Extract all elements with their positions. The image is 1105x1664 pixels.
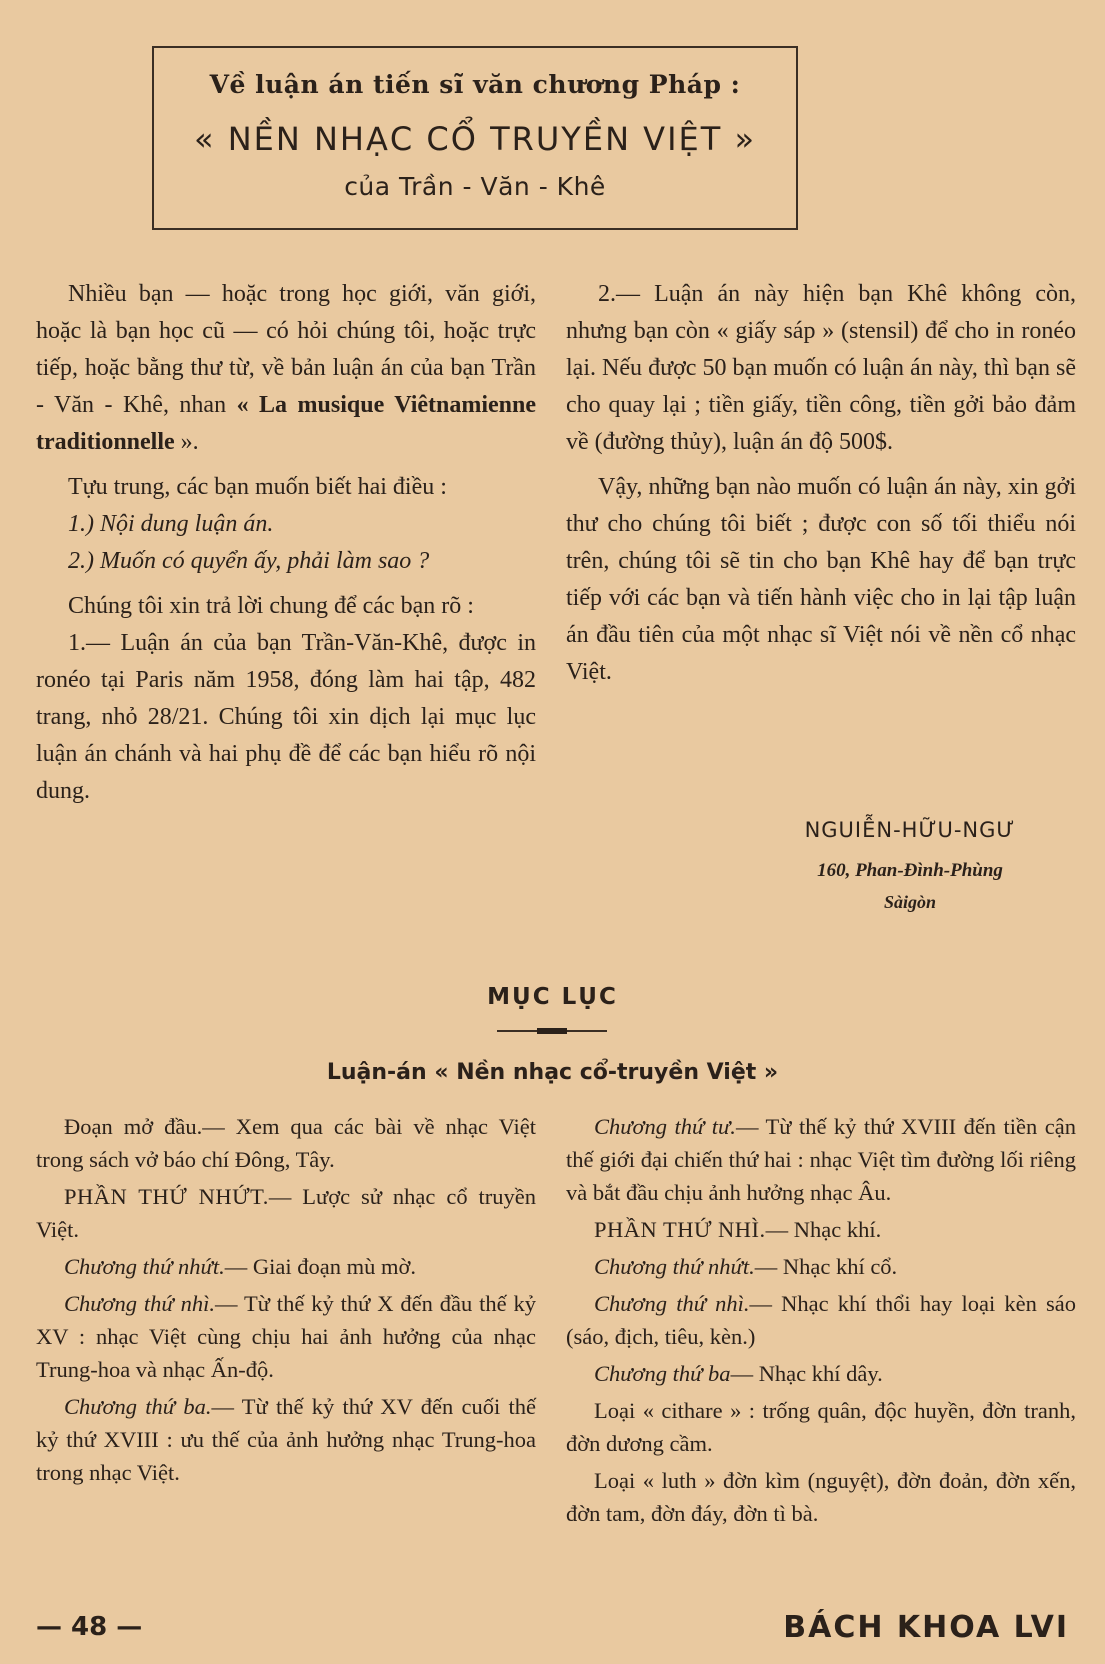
toc-entry <box>566 1250 1076 1283</box>
title-line-2: « NỀN NHẠC CỔ TRUYỀN VIỆT » <box>193 120 757 158</box>
right-column <box>566 276 1076 691</box>
paragraph: 2.— Luận án này hiện bạn Khê không còn, nhưng bạn còn « giấy sáp » (stensil) để cho in ronéo lại. Nếu được 50 bạn muốn có luận án này, thì bạn sẽ cho quay lại ; tiền giấy, tiền công, tiền gởi bảo đảm về (đường thủy), luận án độ 500$. <box>566 281 1076 455</box>
toc-right-column <box>566 1110 1076 1534</box>
toc-entry-text: — Từ thế kỷ thứ X đến đầu thế kỷ XV : nhạc Việt cùng chịu hai ảnh hưởng của nhạc Trung-hoa và nhạc Ấn-độ. <box>36 1291 536 1382</box>
toc-entry-text: — Nhạc khí. <box>765 1217 882 1242</box>
toc-entry-text: — Lược sử nhạc cổ truyền Việt. <box>36 1184 536 1242</box>
toc-entry-label: Chương thứ nhì. <box>64 1291 215 1316</box>
title-author: của Trần - Văn - Khê <box>344 172 606 201</box>
paragraph <box>36 276 536 461</box>
toc-entry-label: Chương thứ ba <box>594 1361 731 1386</box>
toc-entry-text: — Nhạc khí thổi hay loại kèn sáo (sáo, địch, tiêu, kèn.) <box>566 1291 1076 1349</box>
article-title-box <box>152 46 798 230</box>
toc-entry-label: Chương thứ tư. <box>594 1114 736 1139</box>
signature-block <box>760 818 1060 913</box>
toc-entry-label: Chương thứ nhứt. <box>64 1254 225 1279</box>
toc-subtitle: Luận-án « Nền nhạc cổ-truyền Việt » <box>326 1060 779 1085</box>
toc-entry <box>36 1110 536 1176</box>
toc-entry <box>36 1390 536 1489</box>
toc-entry: Loại « luth » đờn kìm (nguyệt), đờn đoản, đờn xến, đờn tam, đờn đáy, đờn tì bà. <box>566 1468 1076 1526</box>
toc-entry-text: — Từ thế kỷ thứ XV đến cuối thế kỷ thứ XVIII : ưu thế của ảnh hưởng nhạc Trung-hoa trong nhạc Việt. <box>36 1394 536 1485</box>
toc-entry-label: PHẦN THỨ NHỨT. <box>64 1184 269 1209</box>
toc-entry-text: — Từ thế kỷ thứ XVIII đến tiền cận thế giới đại chiến thứ hai : nhạc Việt tìm đường lối riêng và bắt đầu chịu ảnh hưởng nhạc Âu. <box>566 1114 1076 1205</box>
author-name: NGUIỄN-HỮU-NGƯ <box>804 818 1016 842</box>
toc-entry <box>566 1357 1076 1390</box>
journal-name: BÁCH KHOA LVI <box>783 1610 1069 1645</box>
toc-entry <box>36 1180 536 1246</box>
toc-entry-label: Chương thứ ba. <box>64 1394 212 1419</box>
title-line-1: Về luận án tiến sĩ văn chương Pháp : <box>209 70 741 99</box>
toc-left-column <box>36 1110 536 1493</box>
toc-entry-text: — Nhạc khí cổ. <box>754 1254 898 1279</box>
list-item: 1.) Nội dung luận án. <box>68 511 274 537</box>
toc-entry <box>36 1287 536 1386</box>
toc-entry <box>566 1213 1076 1246</box>
author-address: 160, Phan-Đình-Phùng <box>817 860 1003 881</box>
left-column <box>36 276 536 810</box>
toc-entry-label: Chương thứ nhì. <box>594 1291 750 1316</box>
divider-ornament <box>537 1028 567 1034</box>
paragraph: Chúng tôi xin trả lời chung để các bạn rõ : <box>68 593 474 619</box>
toc-entry-text: — Nhạc khí dây. <box>730 1361 883 1386</box>
paragraph: Vậy, những bạn nào muốn có luận án này, xin gởi thư cho chúng tôi biết ; được con số tối thiểu nói trên, chúng tôi sẽ tin cho bạn Khê hay để bạn trực tiếp với các bạn và tiến hành việc cho in lại tập luận án đầu tiên của một nhạc sĩ Việt nói về nền cổ nhạc Việt. <box>566 474 1076 685</box>
paragraph-text: Nhiều bạn — hoặc trong học giới, văn giới, hoặc là bạn học cũ — có hỏi chúng tôi, hoặc trực tiếp, hoặc bằng thư từ, về bản luận án của bạn Trần - Văn - Khê, nhan <box>36 281 536 418</box>
paragraph: Tựu trung, các bạn muốn biết hai điều : <box>68 474 447 500</box>
toc-entry-text: — Giai đoạn mù mờ. <box>224 1254 416 1279</box>
toc-entry <box>566 1110 1076 1209</box>
toc-entry: Loại « cithare » : trống quân, độc huyền, đờn tranh, đờn dương cầm. <box>566 1398 1076 1456</box>
author-city: Sàigòn <box>883 892 937 912</box>
toc-entry <box>566 1287 1076 1353</box>
thesis-title: « La musique Viêtnamienne traditionnelle <box>36 392 537 455</box>
toc-entry-label: Chương thứ nhứt. <box>594 1254 755 1279</box>
toc-entry <box>36 1250 536 1283</box>
toc-entry-label: PHẦN THỨ NHÌ. <box>594 1217 766 1242</box>
page-number: — 48 — <box>36 1612 143 1642</box>
toc-heading: MỤC LỤC <box>487 984 618 1010</box>
toc-entry-text: — Xem qua các bài về nhạc Việt trong sách vở báo chí Đông, Tây. <box>36 1114 536 1172</box>
toc-entry-label: Đoạn mở đầu. <box>64 1114 203 1139</box>
paragraph-text: ». <box>174 429 199 455</box>
list-item: 2.) Muốn có quyển ấy, phải làm sao ? <box>68 548 430 574</box>
paragraph: 1.— Luận án của bạn Trần-Văn-Khê, được in ronéo tại Paris năm 1958, đóng làm hai tập, 482 trang, nhỏ 28/21. Chúng tôi xin dịch lại mục lục luận án chánh và hai phụ đề để các bạn hiểu rõ nội dung. <box>36 630 536 804</box>
